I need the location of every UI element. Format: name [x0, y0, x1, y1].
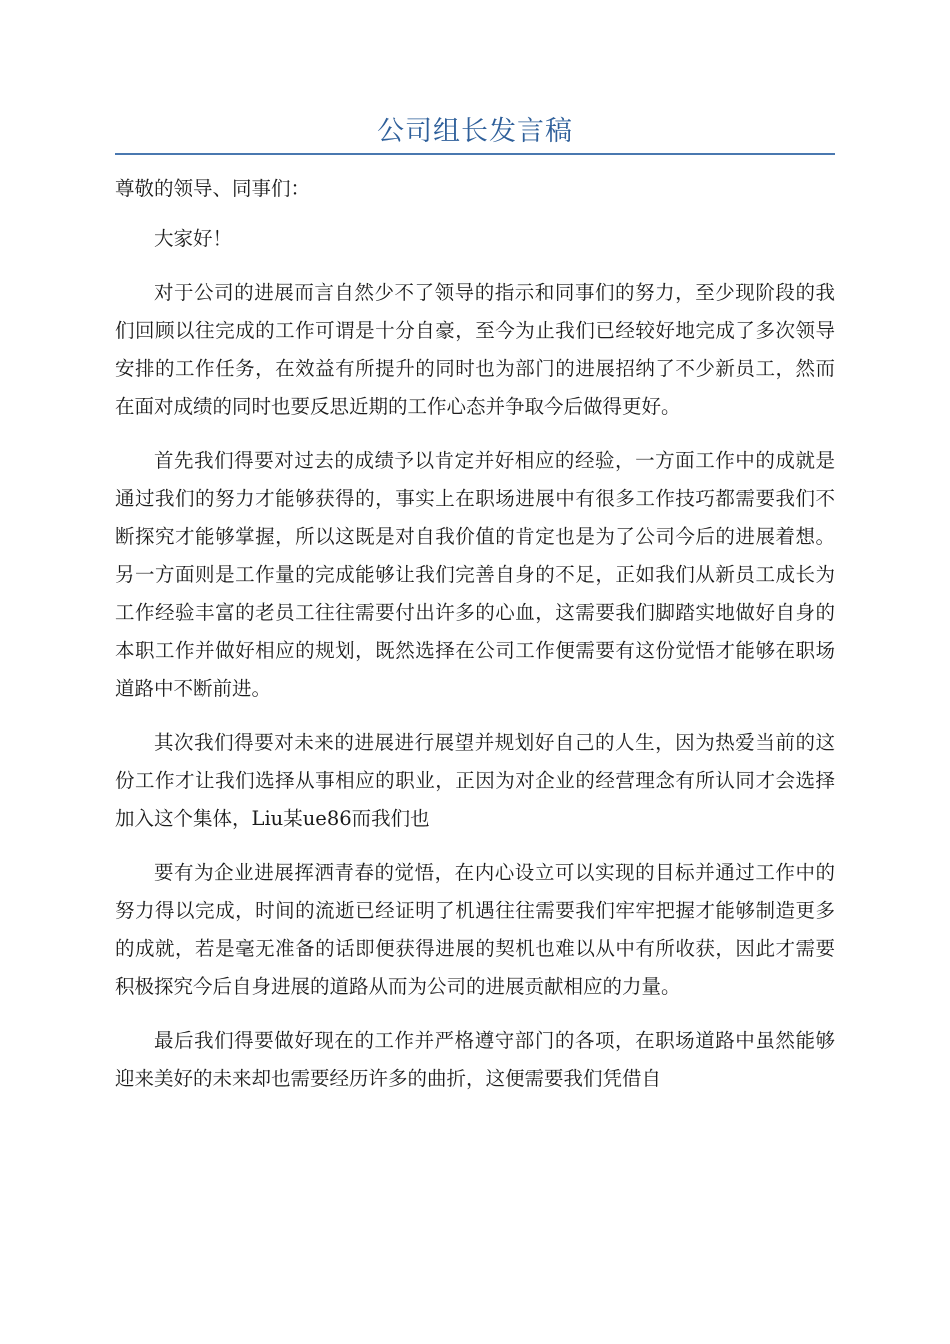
paragraph-3: 其次我们得要对未来的进展进行展望并规划好自己的人生，因为热爱当前的这份工作才让我们选择从事相应的职业，正因为对企业的经营理念有所认同才会选择加入这个集体，Liu某ue86而我们也 — [115, 731, 835, 830]
salutation: 尊敬的领导、同事们： — [115, 177, 311, 200]
title-underline — [115, 153, 835, 155]
document-body — [115, 170, 835, 1114]
paragraph-5: 最后我们得要做好现在的工作并严格遵守部门的各项，在职场道路中虽然能够迎来美好的未来却也需要经历许多的曲折，这便需要我们凭借自 — [115, 1029, 835, 1090]
greeting: 大家好！ — [154, 227, 233, 250]
paragraph-2: 首先我们得要对过去的成绩予以肯定并好相应的经验，一方面工作中的成就是通过我们的努力才能够获得的，事实上在职场进展中有很多工作技巧都需要我们不断探究才能够掌握，所以这既是对自我价值的肯定也是为了公司今后的进展着想。另一方面则是工作量的完成能够让我们完善自身的不足，正如我们从新员工成长为工作经验丰富的老员工往往需要付出许多的心血，这需要我们脚踏实地做好自身的本职工作并做好相应的规划，既然选择在公司工作便需要有这份觉悟才能够在职场道路中不断前进。 — [115, 449, 835, 700]
page-title: 公司组长发言稿 — [377, 116, 573, 147]
paragraph-1: 对于公司的进展而言自然少不了领导的指示和同事们的努力，至少现阶段的我们回顾以往完成的工作可谓是十分自豪，至今为止我们已经较好地完成了多次领导安排的工作任务，在效益有所提升的同时也为部门的进展招纳了不少新员工，然而在面对成绩的同时也要反思近期的工作心态并争取今后做得更好。 — [115, 281, 835, 418]
paragraph-4: 要有为企业进展挥洒青春的觉悟，在内心设立可以实现的目标并通过工作中的努力得以完成，时间的流逝已经证明了机遇往往需要我们牢牢把握才能够制造更多的成就，若是毫无准备的话即便获得进展的契机也难以从中有所收获，因此才需要积极探究今后自身进展的道路从而为公司的进展贡献相应的力量。 — [115, 861, 835, 998]
